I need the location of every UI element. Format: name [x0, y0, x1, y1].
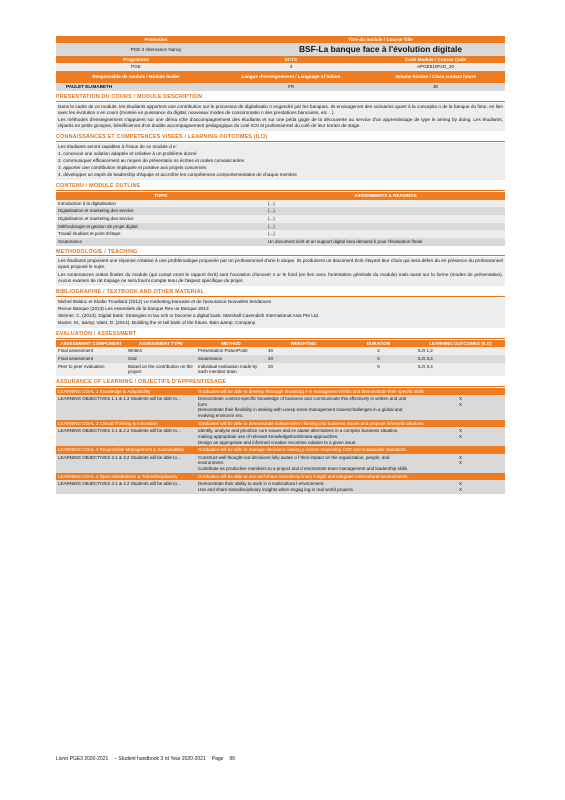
aol-mark: X X: [458, 428, 462, 439]
methodology-title: METHODOLOGIE / TEACHING: [56, 249, 505, 257]
aol-goal-text: Graduates will be able to use and share transdiscip linary insight and integrate multicultural environments.: [198, 473, 409, 479]
responsable-value: PAULET ELIMABETH: [66, 84, 113, 89]
eval-col-component: ASSESSMENT COMPONENT: [60, 340, 122, 346]
title-label: Titre du module / Course Title: [348, 37, 413, 42]
aol-objective: LEARNING OBJECTIVES 2.1 & 2.2 Students will be able to…: [58, 428, 182, 434]
aol-mark: X X: [458, 481, 462, 492]
table-row: [56, 238, 505, 246]
aol-goal-row: [56, 388, 505, 396]
promotion-label: Promotion: [144, 37, 168, 42]
volume-label: Volume horaire / Class contact hours: [395, 74, 476, 80]
aol-objective-row: [56, 395, 505, 420]
langue-label: Langue d'enseignement / Language of tuition: [241, 74, 341, 80]
aol-table: [56, 388, 505, 494]
outcomes-box: [56, 143, 505, 181]
table-row: [56, 215, 505, 223]
aol-objective-text: Construct well thought-out decisions fully aware o f their impact on the organization, people, and environment. Contribute as productive members to a project and d emonstrate team management and leadership skills.: [198, 454, 409, 472]
table-row: [56, 207, 505, 215]
outline-assign: (...): [268, 216, 275, 222]
outline-topic: Digitalisation et marketing des service: [58, 208, 134, 214]
responsable-label: Responsable de module / Module leader: [92, 74, 180, 80]
outcomes-title: CONNAISSANCES ET COMPETENCES VISEES / LEARNING OUTCOMES (ILO): [56, 134, 505, 142]
bibliography-box: [56, 298, 505, 328]
aol-title: ASSURANCE OF LEARNING / OBJECTIFS D'APPRENTISSAGE: [56, 379, 505, 387]
aol-goal-text: Graduates will be able to manage decisions making p rocess respecting CSR and sustainable standards.: [198, 447, 407, 453]
outline-assign: (...): [268, 231, 275, 237]
outline-col-topic: TOPIC: [154, 193, 168, 199]
aol-goal: LEARNING GOAL 1 Knowledge & Adaptability: [58, 388, 151, 394]
aol-mark: X X: [458, 454, 462, 466]
eval-col-duration: DURATION: [366, 340, 391, 346]
eval-type: Written: [128, 348, 143, 354]
aol-goal: LEARNING GOAL 4 Open-Mindedness & Transdisciplinarity: [58, 473, 178, 479]
header-row-2: [56, 43, 505, 56]
code-label: Code Module / Course Code: [404, 57, 467, 62]
eval-ilo: ILO 3,4: [418, 363, 433, 369]
presentation-title: PRESENTATION DU COURS / MODULE DESCRIPTION: [56, 94, 505, 102]
eval-duration: 0: [377, 363, 380, 369]
aol-objective: LEARNING OBJECTIVES 1.1 & 1.2 Students will be able to…: [58, 396, 182, 402]
eval-weight: 20: [268, 363, 274, 369]
header-row-5: [56, 71, 505, 83]
footer-mid: – Student handbook 3 rd Year 2020-2021: [114, 756, 206, 762]
table-row: [56, 347, 505, 355]
outline-topic: Digitalisation et marketing des service: [58, 216, 134, 222]
presentation-paragraph-2: Les méthodes d'enseignement s'appuient sur une déma rche d'accompagnement des étudiants et sur une péda gogie de la découverte au service d'un apprentissage de type le arning by doing. Les étudiants, répartis en petits groupes, bénéficieront d'un double accompagnement pédagogique du coté ICN et professionnel du coté de leur terrain de stage.: [58, 116, 503, 129]
outline-topic: Travail étudiant et point d'étape: [58, 231, 121, 237]
aol-goal-row: [56, 420, 505, 428]
eval-type: Oral: [128, 355, 137, 361]
eval-method: Individual evaluation made by each member team: [198, 363, 258, 375]
langue-value: FR: [287, 84, 295, 89]
aol-objective: LEARNING OBJECTIVES 4.1 & 4.2 Students will be able to…: [58, 481, 182, 487]
outcome-item: 3. apporter une contribution impliquée et positive aux projets concernés: [58, 165, 207, 171]
aol-objective-text: Demonstrate content-specific knowledge of business and communicate this effectively in written and oral form Demonstrate their flexibility in dealing with unexp ected management issues/challenges in a global and evolving environm ent.: [198, 396, 407, 419]
aol-objective-row: [56, 427, 505, 446]
ects-value: 4: [289, 64, 293, 69]
outline-assign: Un document écrit et un support digital sera demand é pour l'évaluation finale: [268, 238, 423, 244]
eval-method: Présentation PowerPoint: [198, 348, 248, 354]
methodology-paragraph-1: Les étudiants proposent une réponse créative à une problématique proposée par un professionnel d'une b anque. Ils produisent un document écrit étayant leur choix qui sera défen du en présence du professionnel ayant proposé le sujet.: [58, 258, 503, 270]
outline-assign: (...): [268, 200, 275, 206]
page-footer: [56, 756, 505, 762]
outline-topic: Méthodologie et gestion de projet digital: [58, 223, 138, 229]
eval-col-method: METHOD: [221, 340, 241, 346]
table-row: [56, 363, 505, 376]
eval-col-weighting: WEIGHTING: [290, 340, 317, 346]
outcome-item: 1. concevoir une solution adaptée et créative à un problème donné: [58, 151, 197, 157]
outcome-item: 4. développer un esprit de leadership d'équipe et accroître les compétences comportementales de chaque membre: [58, 172, 297, 178]
table-row: [56, 230, 505, 238]
aol-goal-text: Graduates will be able to demonstrate independent t hinking into business issues and propose informed solutions.: [198, 420, 425, 426]
eval-col-type: ASSESSMENT TYPE: [138, 340, 183, 346]
eval-component: Final assessment: [58, 348, 94, 354]
aol-objective-row: [56, 480, 505, 493]
header-row-6: [56, 83, 505, 91]
outline-col-assign: ASSIGNMENTS & READINGS: [354, 193, 417, 199]
header-row-3: [56, 56, 505, 63]
aol-goal: LEARNING GOAL 2 Critical Thinking & Innovation: [58, 420, 158, 426]
presentation-box: [56, 103, 505, 131]
eval-ilo: ILO 1,2: [418, 348, 433, 354]
eval-ilo: ILO 3,4: [418, 355, 433, 361]
programme-label: Programme: [123, 57, 149, 62]
eval-type: Based on the contribution on the project: [128, 363, 193, 375]
eval-weight: 40: [268, 348, 274, 354]
header-row-4: [56, 63, 505, 71]
aol-goal-row: [56, 473, 505, 481]
outline-topic: Introduction à la digitalisation: [58, 200, 117, 206]
aol-objective-text: Identify, analyse and prioritize core issues and ev aluate alternatives in a complex business situation, making appropriate use of relevant knowledge/tools/meta-approaches. Design an appropriate and informed creative recomme ndation to a given issue.: [198, 428, 399, 445]
course-page: [56, 36, 505, 494]
aol-objective: LEARNING OBJECTIVES 3.1 & 3.2 Students will be able to…: [58, 454, 182, 460]
eval-duration: 2: [377, 348, 380, 354]
evaluation-title: EVALUATION / ASSESSMENT: [56, 331, 505, 339]
eval-duration: 0: [377, 355, 380, 361]
outline-assign: (...): [268, 208, 275, 214]
footer-left: Livret PGE3 2020-2021: [56, 756, 109, 762]
eval-col-ilo: LEARNING OUTCOMES (ILO): [429, 340, 492, 346]
table-row: [56, 355, 505, 363]
eval-component: Final assessment: [58, 355, 94, 361]
programme-value: PGE: [131, 64, 141, 69]
outline-title: CONTENU / MODULE OUTLINE: [56, 183, 505, 191]
bibliography-item: Skinner, C. (2014). Digital bank: Strategies to lau nch or become a digital bank. Marshall Cavendish International Asia Pte Ltd.: [58, 312, 320, 318]
ects-label: ECTS: [284, 57, 298, 62]
promotion-value: PGE 3 Alternance Nancy: [130, 46, 182, 52]
aol-goal-row: [56, 446, 505, 454]
outcomes-intro: Les étudiants seront capables à l'issue de ce module d e:: [58, 143, 177, 149]
aol-objective-row: [56, 454, 505, 473]
bibliography-title: BIBLIOGRAPHIE / TEXTBOOK AND OTHER MATERIAL: [56, 289, 505, 297]
course-title: BSF-La banque face à l'évolution digitale: [298, 44, 462, 55]
code-value: APGE510FAD_20: [416, 64, 455, 69]
eval-method: Soutenance: [198, 355, 223, 361]
footer-page-number: 96: [229, 756, 235, 762]
bibliography-item: Baxter, M., &amp; Vater, D. (2014). Building the re tail bank of the future. Bain &amp; Company.: [58, 319, 257, 325]
table-row: [56, 200, 505, 208]
eval-component: Peer to peer evaluation: [58, 363, 105, 369]
evaluation-table: [56, 340, 505, 376]
presentation-paragraph-1: Dans le cadre de ce module, les étudiants apportent une contribution sur le processus de digitalisatio n engendré par les banques. Ils envisageront des scénarios quant à la conceptio n de la banque du futur, en lien avec les évolution s en cours (montée en puissance du digital, nouveaux modes de consommatio n des prestations bancaires, etc…).: [58, 103, 503, 115]
aol-objective-text: Demonstrate their ability to work in a multicultura l environment. Use and share transdisciplinary insights when engag ing in real world projects.: [198, 481, 355, 492]
eval-weight: 40: [268, 355, 274, 361]
footer-page-label: Page: [211, 756, 224, 762]
aol-goal-text: Graduates will be able to develop thorough knowledg e in management fields and demonstrate their specific skills.: [198, 388, 426, 394]
aol-mark: X X: [458, 396, 462, 407]
outline-assign: (...): [268, 223, 275, 229]
aol-goal: LEARNING GOAL 3 Responsible Management & Sustainability: [58, 447, 184, 453]
outcome-item: 2. communiquer efficacement au moyen de présentatio ns écrites et orales convaincantes: [58, 158, 245, 164]
bibliography-item: Michel Baldoc et Elodie Trouillard (2012) Le marketing bancaire et de l'assurance Nouvelles tendances: [58, 298, 272, 304]
methodology-box: [56, 257, 505, 285]
methodology-paragraph-2: Les soutenances orales finales du module (qui compt eront le rapport écrit) sont l'occasion d'innover s ur le fond (en lien avec l'orientation générale du module) mais aussi sur la forme (modes de présentation). Aucun examen de rat trapage ne sera fourni compte tenu de l'aspect spécifique du projet.: [58, 271, 503, 283]
outline-topic: Soutenance: [58, 238, 83, 244]
volume-value: 30: [432, 84, 439, 89]
outline-table: [56, 192, 505, 245]
header-row-1: [56, 36, 505, 43]
bibliography-item: Revue Banque (2013) Les essentiels de la banque Rev ue Banque 2013: [58, 305, 209, 311]
table-row: [56, 223, 505, 231]
